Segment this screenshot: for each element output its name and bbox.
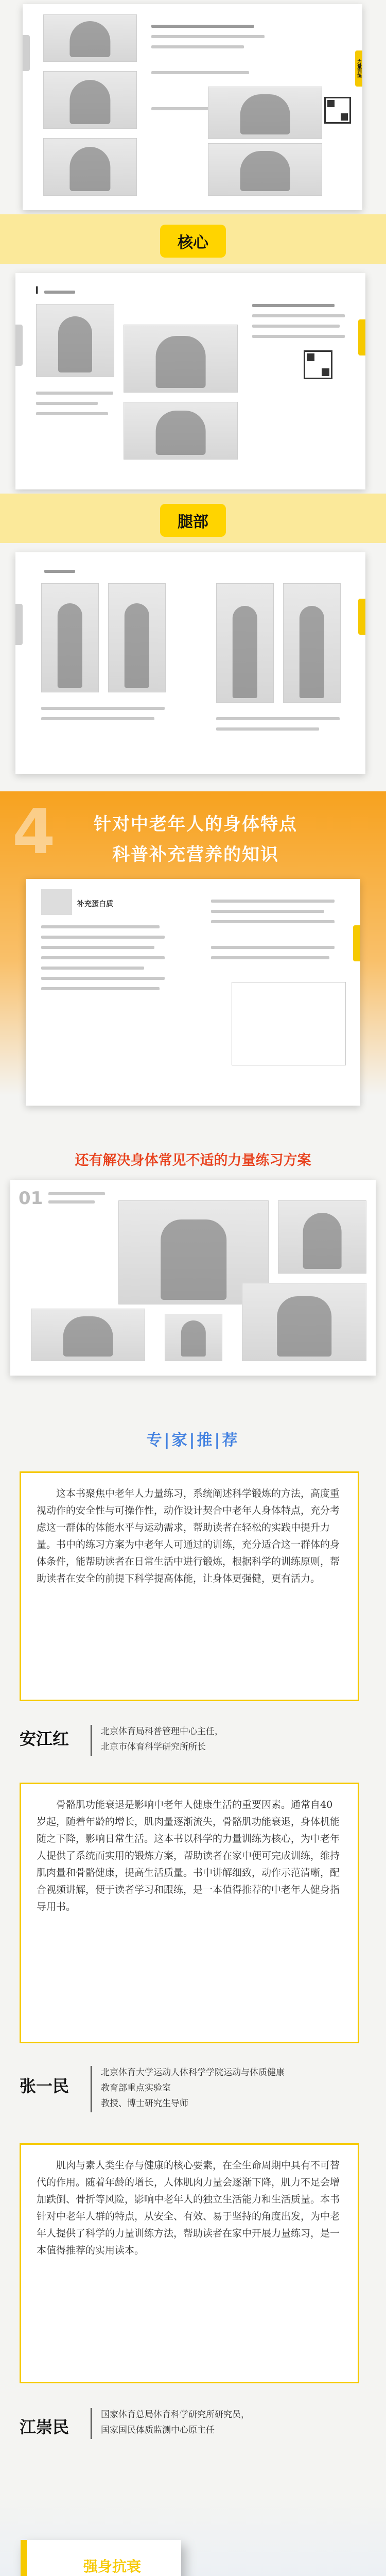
endorsement-text: 骨骼肌功能衰退是影响中老年人健康生活的重要因素。通常自40岁起，随着年龄的增长，肌肉量逐渐流失，骨骼肌功能衰退，身体机能随之下降，影响日常生活。这本书以科学的力量训练为核心，为中老年人提供了系统而实用的锻炼方案，帮助读者在家中便可完成训练，维持肌肉量和骨骼健康，提高生活质量。书中讲解细致，动作示范清晰，配合视频讲解，便于读者学习和跟练，是一本值得推荐的中老年人健身指导用书。 (37, 1799, 340, 1912)
endorsement-text: 肌肉与素人类生存与健康的核心要素，在全生命周期中具有不可替代的作用。随着年龄的增长，人体肌肉力量会逐渐下降，肌力不足会增加跌倒、骨折等风险，影响中老年人的独立生活能力和生活质量。本书针对中老年人群的特点，从安全、有效、易于坚持的角度出发，为中老年人提供了科学的力量训练方法，帮助读者在家中开展力量练习，是一本值得推荐的实用读本。 (37, 2160, 340, 2256)
endorsement-box (20, 1783, 359, 2043)
endorsement-text: 这本书聚焦中老年人力量练习，系统阐述科学锻炼的方法，高度重视动作的安全性与可操作性，动作设计契合中老年人身体特点，充分考虑这一群体的体能水平与运动需求，帮助读者在轻松的实践中提升力量。书中的练习方案为中老年人可通过的训练，充分适合这一群体的身体条件，能帮助读者在日常生活中进行锻炼，根据科学的训练原则，帮助读者在安全的前提下科学提高体能，让身体更强健，更有活力。 (37, 1488, 340, 1584)
exercise-photo (165, 1314, 222, 1361)
expert-title: 北京体育大学运动人体科学学院运动与体质健康 教育部重点实验室 教授、博士研究生导师 (101, 2067, 285, 2109)
plan-number: 01 (19, 1188, 43, 1209)
exercise-photo (41, 583, 99, 692)
book-spread-legs (15, 552, 365, 774)
exercise-photo (216, 583, 274, 703)
exercise-photo (43, 71, 137, 129)
nutrition-spread (26, 879, 360, 1106)
endorsement-box (20, 1471, 359, 1701)
nutrition-heading: 补充蛋白质 (77, 900, 113, 908)
subtitle-bar: 还有解决身体常见不适的力量练习方案 (75, 1153, 311, 1168)
qr-code (304, 350, 332, 379)
exercise-photo (36, 304, 114, 377)
expert-title: 国家体育总局体育科学研究所研究员， 国家国民体质监测中心原主任 (101, 2410, 250, 2435)
exercise-photo (242, 1283, 366, 1361)
big-number: 4 (12, 796, 56, 868)
highlight-line-1: 针对中老年人的身体特点 (94, 814, 297, 835)
experts-heading: 专|家|推|荐 (146, 1431, 240, 1449)
book-cover (21, 2540, 181, 2576)
exercise-photo (278, 1200, 366, 1274)
expert-title: 北京体育局科普管理中心主任， 北京市体育科学研究所所长 (101, 1726, 223, 1752)
highlight-line-2: 科普补充营养的知识 (112, 844, 279, 865)
chapter-tab: 力量训练 (355, 50, 362, 87)
plan-spread (10, 1180, 376, 1376)
book-title-top: 强身抗衰 (83, 2558, 142, 2575)
expert-name: 江崇民 (20, 2417, 69, 2437)
exercise-photo (124, 325, 238, 393)
section-label-legs: 腿部 (160, 504, 226, 537)
expert-name: 安江红 (20, 1729, 69, 1749)
endorsement-box (20, 2143, 359, 2383)
book-spread-core: ▍ (15, 273, 365, 489)
expert-name: 张一民 (20, 2076, 69, 2096)
exercise-photo (208, 87, 322, 139)
exercise-photo (124, 402, 238, 460)
exercise-photo (108, 583, 166, 692)
exercise-photo (31, 1309, 145, 1361)
book-spread-top (23, 4, 362, 210)
exercise-photo (283, 583, 341, 703)
exercise-photo (208, 143, 322, 196)
qr-code (324, 97, 351, 124)
exercise-photo (43, 14, 137, 62)
exercise-photo (43, 138, 137, 196)
section-label-core: 核心 (160, 225, 226, 258)
